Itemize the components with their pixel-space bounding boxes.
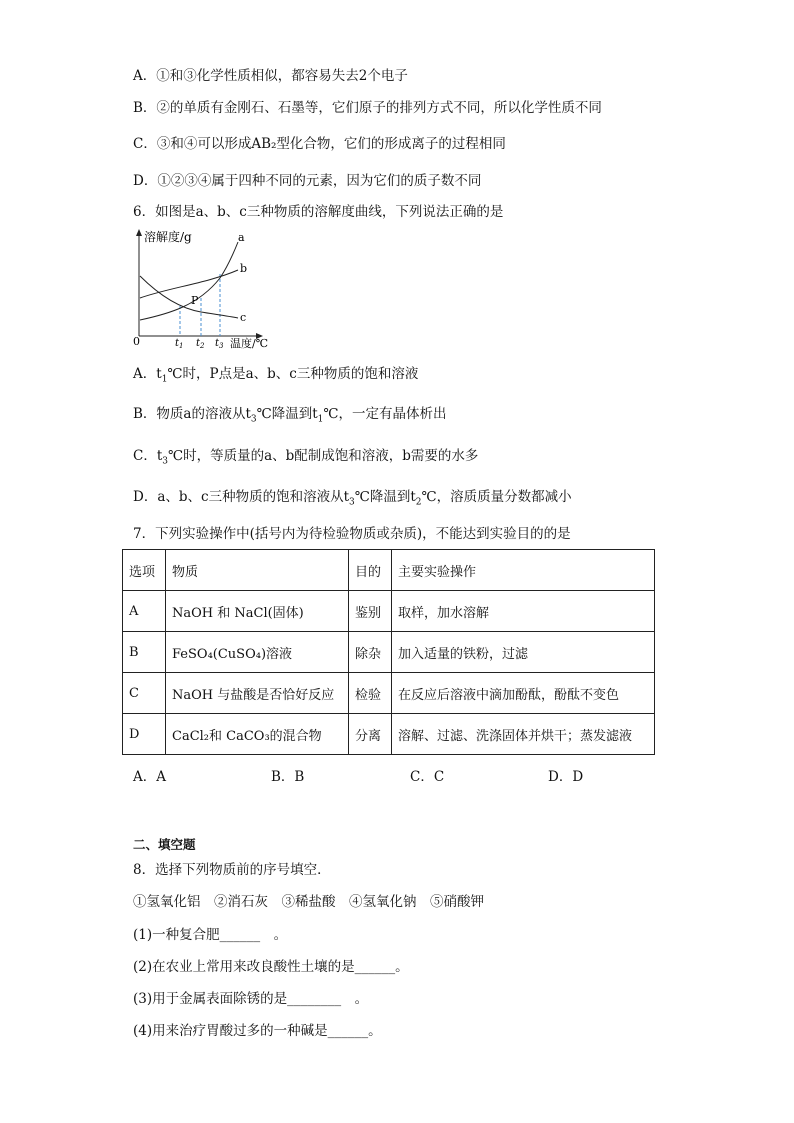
table-row — [123, 632, 655, 673]
solubility-graph — [128, 228, 288, 352]
q8-item-2: (2)在农业上常用来改良酸性土壤的是______。 — [133, 959, 409, 975]
y-axis-label: 溶解度/g — [144, 230, 192, 244]
curve-b-label: b — [240, 262, 248, 275]
q7-answer-d: D．D — [548, 769, 584, 785]
cell-operation: 取样，加水溶解 — [392, 591, 655, 632]
q5-option-d: D．①②③④属于四种不同的元素，因为它们的质子数不同 — [133, 173, 482, 189]
q7-answer-c: C．C — [410, 769, 445, 785]
q6-option-d: D．a、b、c三种物质的饱和溶液从$t_3℃$降温到$t_2℃$，溶质质量分数都减小 — [133, 489, 572, 508]
table-row — [123, 673, 655, 714]
cell-purpose: 分离 — [349, 714, 392, 755]
cell-substance: FeSO₄(CuSO₄)溶液 — [166, 632, 349, 673]
header-purpose: 目的 — [349, 550, 392, 591]
table-header-row — [123, 550, 655, 591]
y-axis-arrow — [136, 229, 142, 236]
t1-tick-label: $t_1$ — [175, 338, 184, 350]
cell-option: B — [123, 632, 166, 673]
cell-option: D — [123, 714, 166, 755]
cell-substance: NaOH 和 NaCl(固体) — [166, 591, 349, 632]
cell-option: C — [123, 673, 166, 714]
q6-stem: 6．如图是a、b、c三种物质的溶解度曲线，下列说法正确的是 — [133, 204, 504, 220]
cell-operation: 加入适量的铁粉，过滤 — [392, 632, 655, 673]
origin-label: 0 — [133, 335, 140, 348]
section-title: 二、填空题 — [133, 837, 196, 852]
q7-answer-a: A．A — [133, 769, 166, 785]
curve-c-label: c — [240, 311, 247, 324]
q8-item-3: (3)用于金属表面除锈的是________ 。 — [133, 991, 369, 1007]
q5-option-c: C．③和④可以形成AB₂型化合物，它们的形成离子的过程相同 — [133, 136, 506, 152]
cell-purpose: 除杂 — [349, 632, 392, 673]
q6-option-b: B．物质a的溶液从$t_3℃$降温到$t_1℃$，一定有晶体析出 — [133, 406, 447, 425]
q7-stem: 7．下列实验操作中(括号内为待检验物质或杂质)，不能达到实验目的的是 — [133, 526, 571, 542]
q8-item-1: (1)一种复合肥______ 。 — [133, 927, 288, 943]
cell-purpose: 鉴别 — [349, 591, 392, 632]
x-axis-label: 温度/℃ — [230, 337, 269, 350]
q7-answer-b: B．B — [271, 769, 305, 785]
cell-operation: 在反应后溶液中滴加酚酞，酚酞不变色 — [392, 673, 655, 714]
cell-substance: CaCl₂和 CaCO₃的混合物 — [166, 714, 349, 755]
q8-choices: ①氢氧化铝 ②消石灰 ③稀盐酸 ④氢氧化钠 ⑤硝酸钾 — [133, 894, 484, 910]
curve-c — [140, 276, 238, 318]
q6-option-a: A．$t_1℃$时，P点是a、b、c三种物质的饱和溶液 — [133, 366, 419, 385]
q8-item-4: (4)用来治疗胃酸过多的一种碱是______。 — [133, 1023, 382, 1039]
table-row — [123, 714, 655, 755]
header-option: 选项 — [123, 550, 166, 591]
t3-tick-label: $t_3$ — [215, 338, 224, 350]
cell-substance: NaOH 与盐酸是否恰好反应 — [166, 673, 349, 714]
cell-purpose: 检验 — [349, 673, 392, 714]
q6-option-c: C．$t_3℃$时，等质量的a、b配制成饱和溶液，b需要的水多 — [133, 448, 479, 467]
curve-b — [140, 270, 238, 298]
header-operation: 主要实验操作 — [392, 550, 655, 591]
curve-a-label: a — [238, 231, 245, 244]
q5-option-a: A．①和③化学性质相似，都容易失去2个电子 — [133, 68, 408, 84]
q5-option-b: B．②的单质有金刚石、石墨等，它们原子的排列方式不同，所以化学性质不同 — [133, 100, 602, 116]
cell-operation: 溶解、过滤、洗涤固体并烘干；蒸发滤液 — [392, 714, 655, 755]
q8-stem: 8．选择下列物质前的序号填空． — [133, 862, 331, 878]
cell-option: A — [123, 591, 166, 632]
q7-table — [122, 549, 655, 755]
curve-a — [140, 242, 238, 320]
table-row — [123, 591, 655, 632]
point-p-label: P — [191, 294, 199, 307]
t2-tick-label: $t_2$ — [196, 338, 205, 350]
header-substance: 物质 — [166, 550, 349, 591]
